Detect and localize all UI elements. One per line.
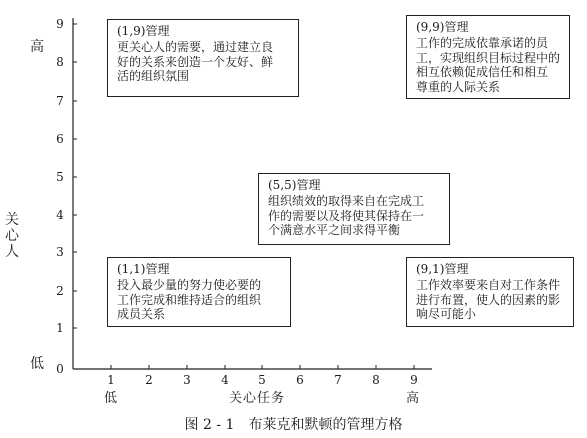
x-tick-7: 7 (334, 373, 342, 387)
x-tick-4: 4 (221, 373, 229, 387)
box-9-1-management (406, 257, 574, 327)
box-5-5-line-3: 个满意水平之间求得平衡 (268, 223, 401, 237)
box-9-1-title: (9,1)管理 (416, 262, 469, 276)
x-axis-title: 关心任务 (229, 391, 286, 406)
x-axis-high-label: 高 (406, 391, 420, 406)
y-tick-8: 8 (56, 55, 64, 69)
box-9-9-line-3: 相互依赖促成信任和相互 (416, 65, 549, 79)
y-tick-0: 0 (56, 362, 64, 376)
x-tick-1: 1 (107, 373, 115, 387)
x-tick-3: 3 (183, 373, 191, 387)
box-1-1-title: (1,1)管理 (117, 262, 170, 276)
box-9-9-title: (9,9)管理 (416, 20, 469, 34)
box-1-1-line-1: 投入最少量的努力使必要的 (117, 278, 262, 292)
x-tick-9: 9 (410, 373, 418, 387)
y-tick-9: 9 (56, 17, 64, 31)
y-tick-6: 6 (56, 132, 64, 146)
y-tick-2: 2 (56, 284, 64, 298)
box-5-5-management (258, 173, 450, 245)
box-9-9-management (406, 15, 570, 99)
y-axis-high-label: 高 (30, 39, 44, 55)
x-tick-6: 6 (296, 373, 304, 387)
box-1-1-line-3: 成员关系 (117, 307, 166, 321)
box-1-1-line-2: 工作完成和维持适合的组织 (117, 292, 262, 307)
box-1-1-management (107, 257, 291, 327)
y-tick-4: 4 (56, 208, 64, 222)
y-tick-7: 7 (56, 94, 64, 108)
x-tick-8: 8 (372, 373, 380, 387)
y-axis-title: 关心人 (5, 212, 19, 260)
box-5-5-line-2: 作的需要以及将使其保持在一 (268, 208, 425, 223)
box-5-5-line-1: 组织绩效的取得来自在完成工 (268, 194, 425, 208)
box-9-9-line-1: 工作的完成依靠承诺的员 (416, 36, 549, 50)
box-1-9-management (107, 19, 299, 97)
box-1-9-line-1: 更关心人的需要，通过建立良 (117, 40, 274, 54)
box-1-9-title: (1,9)管理 (117, 24, 170, 38)
box-9-1-line-3: 响尽可能小 (416, 307, 477, 321)
y-axis-low-label: 低 (30, 356, 44, 372)
box-9-9-line-2: 工，实现组织目标过程中的 (416, 50, 561, 65)
x-tick-2: 2 (145, 373, 153, 387)
box-5-5-title: (5,5)管理 (268, 178, 321, 192)
x-tick-5: 5 (258, 373, 266, 387)
box-9-1-line-2: 进行布置，使人的因素的影 (416, 292, 561, 307)
y-tick-3: 3 (56, 245, 64, 259)
box-1-9-line-2: 好的关系来创造一个友好、鲜 (117, 54, 274, 69)
box-9-1-line-1: 工作效率要来自对工作条件 (416, 278, 561, 292)
figure-caption: 图 2 - 1 布莱克和默顿的管理方格 (184, 417, 403, 433)
box-1-9-line-3: 活的组织氛围 (117, 69, 190, 83)
box-9-9-line-4: 尊重的人际关系 (416, 79, 501, 94)
y-tick-5: 5 (56, 170, 64, 184)
x-axis-low-label: 低 (104, 391, 118, 406)
y-tick-1: 1 (56, 321, 64, 335)
